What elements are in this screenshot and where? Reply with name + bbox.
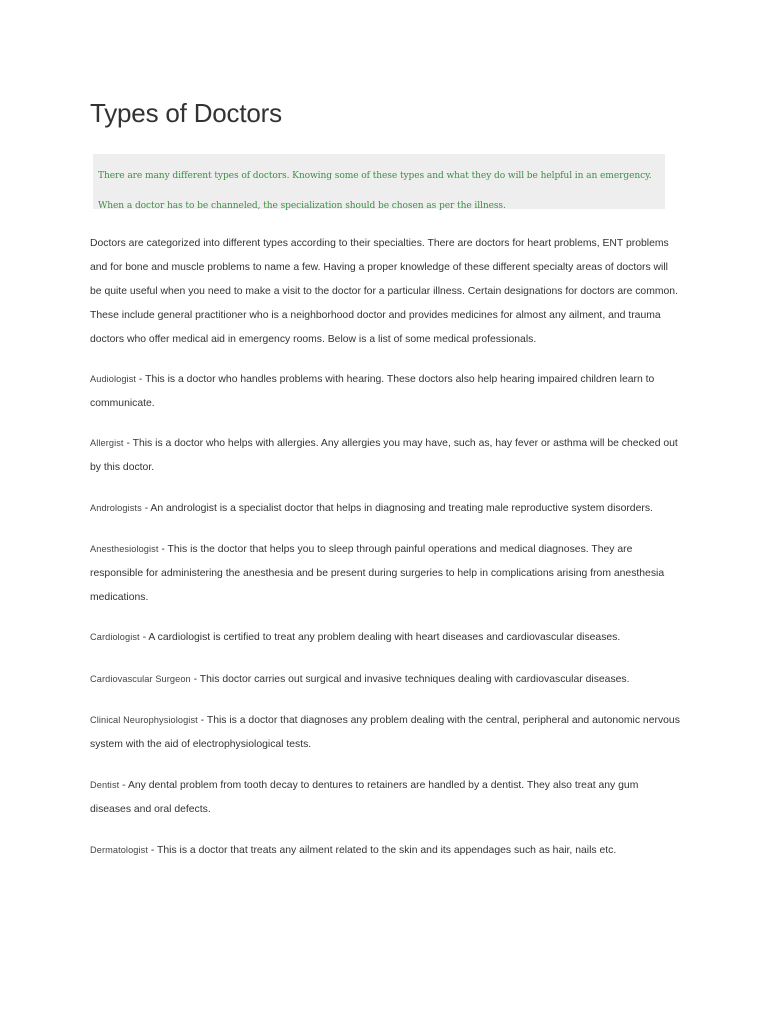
entry-audiologist xyxy=(90,367,682,416)
entry-term: Dermatologist xyxy=(90,845,148,855)
entry-clinical-neurophysiologist xyxy=(90,708,682,757)
entry-dermatologist xyxy=(90,838,682,863)
entry-term: Anesthesiologist xyxy=(90,544,159,554)
entry-term: Cardiovascular Surgeon xyxy=(90,674,191,684)
entry-description: - An andrologist is a specialist doctor that helps in diagnosing and treating male reproductive system disorders. xyxy=(141,503,653,514)
entry-dentist xyxy=(90,773,682,822)
entry-cardiologist xyxy=(90,625,682,650)
entry-description: - Any dental problem from tooth decay to dentures to retainers are handled by a dentist. They also treat any gum diseases and oral defects. xyxy=(90,780,639,815)
entry-description: - This is the doctor that helps you to sleep through painful operations and medical diagnoses. They are responsible for administering the anesthesia and be present during surgeries to help in complications arising from anesthesia medications. xyxy=(90,544,665,603)
entry-description: - A cardiologist is certified to treat any problem dealing with heart diseases and cardiovascular diseases. xyxy=(139,632,621,643)
entry-term: Audiologist xyxy=(90,374,137,384)
entry-description: - This is a doctor who handles problems with hearing. These doctors also help hearing impaired children learn to communicate. xyxy=(90,374,655,409)
entry-term: Allergist xyxy=(90,438,124,448)
body-paragraph: Doctors are categorized into different types according to their specialties. There are doctors for heart problems, ENT problems and for bone and muscle problems to name a few. Having a proper knowledge of these different specialty areas of doctors will be quite useful when you need to make a visit to the doctor for a particular illness. Certain designations for doctors are common. These include general practitioner who is a neighborhood doctor and provides medicines for almost any ailment, and trauma doctors who offer medical aid in emergency rooms. Below is a list of some medical professionals. xyxy=(90,238,678,345)
entry-anesthesiologist xyxy=(90,537,682,610)
entry-description: - This is a doctor who helps with allergies. Any allergies you may have, such as, hay fever or asthma will be checked out by this doctor. xyxy=(90,438,678,473)
entry-term: Clinical Neurophysiologist xyxy=(90,715,198,725)
page-title: Types of Doctors xyxy=(90,98,282,128)
entry-cardiovascular-surgeon xyxy=(90,667,682,692)
entry-description: - This doctor carries out surgical and invasive techniques dealing with cardiovascular diseases. xyxy=(190,674,630,685)
entry-term: Dentist xyxy=(90,780,120,790)
entry-term: Cardiologist xyxy=(90,632,140,642)
entry-description: - This is a doctor that treats any ailment related to the skin and its appendages such as hair, nails etc. xyxy=(147,845,617,856)
intro-callout: There are many different types of doctors. Knowing some of these types and what they do will be helpful in an emergency. When a doctor has to be channeled, the specialization should be chosen as per the illness. xyxy=(93,154,665,209)
entry-term: Andrologists xyxy=(90,503,142,513)
entry-andrologists xyxy=(90,496,682,521)
entry-description: - This is a doctor that diagnoses any problem dealing with the central, peripheral and autonomic nervous system with the aid of electrophysiological tests. xyxy=(90,715,680,750)
entry-allergist xyxy=(90,431,682,480)
